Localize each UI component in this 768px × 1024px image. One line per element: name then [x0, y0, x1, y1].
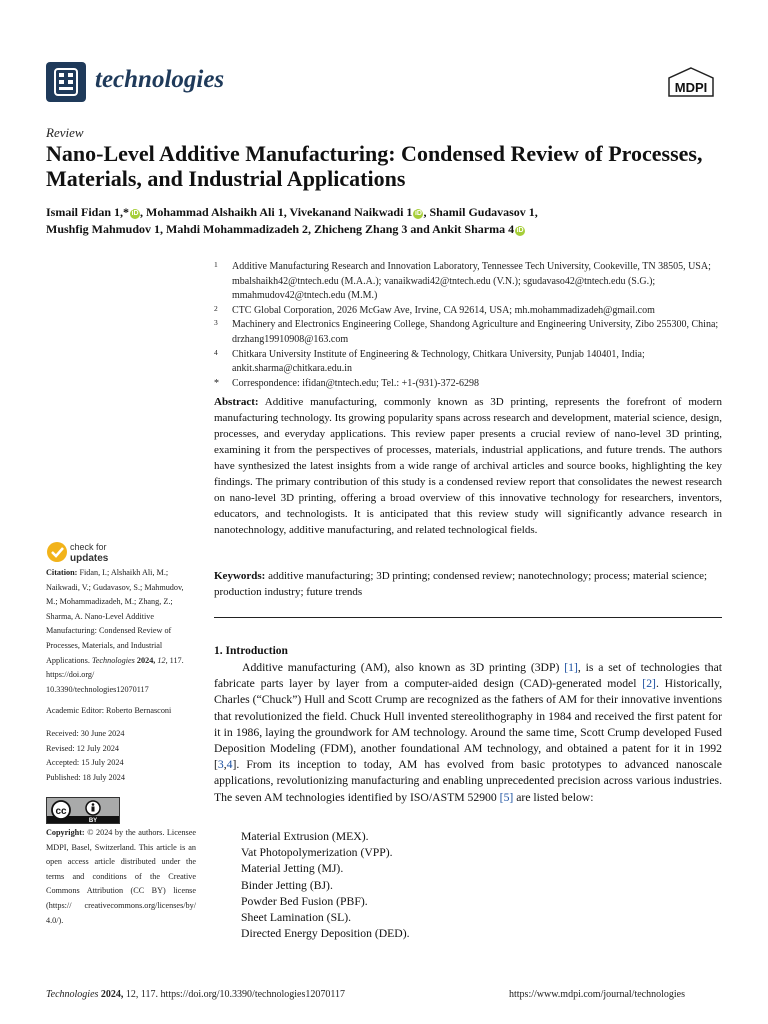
am-technology-list	[241, 829, 410, 942]
svg-text:check for: check for	[70, 542, 107, 552]
section-divider	[214, 617, 722, 618]
orcid-icon[interactable]: iD	[131, 210, 139, 217]
correspondence: * Correspondence: ifidan@tntech.edu; Tel.: +1-(931)-372-6298	[214, 377, 479, 389]
orcid-icon[interactable]: iD	[516, 227, 524, 234]
paper-title: Nano-Level Additive Manufacturing: Condensed Review of Processes, Materials, and Industrial Applications	[46, 141, 703, 191]
affiliation-3: 3 Machinery and Electronics Engineering College, Shandong Agriculture and Engineering University, Zibo 255300, China; drzhang19910908@163.com	[214, 318, 719, 345]
introduction-paragraph: Additive manufacturing (AM), also known as 3D printing (3DP) [1], is a set of technologies that fabricate parts layer by layer from a computer-aided design (CAD)-generated model [2]. Historically, Charles (“Chuck”) Hull and Scott Crump are recognized as the fathers of AM for their innovative inventions that revolutionized the field. Chuck Hull invented stereolithography in 1984 and received the first patent for it in 1986, laying the groundwork for AM technology. Around the same time, Scott Crump developed Fused Deposition Modeling (FDM), another foundational AM technology, and obtained a patent for it in 1992 [3,4]. From its inception to today, AM has evolved from basic prototypes to advanced nanoscale applications, revolutionizing manufacturing and enabling unprecedented precision across various industries. The seven AM technologies identified by ISO/ASTM 52900 [5] are listed below:	[214, 661, 722, 804]
mdpi-logo[interactable]	[666, 66, 716, 100]
list-item: Powder Bed Fusion (PBF).	[241, 894, 368, 908]
abstract	[214, 394, 722, 538]
abstract-label: Abstract:	[214, 396, 259, 408]
list-item: Directed Energy Deposition (DED).	[241, 927, 410, 941]
svg-text:cc: cc	[55, 806, 67, 817]
article-type: Review	[46, 125, 84, 140]
author-list	[46, 204, 726, 238]
svg-text:BY: BY	[88, 818, 98, 823]
authors-line1-middle: , Mohammad Alshaikh Ali 1, Vivekanand Naikwadi 1	[140, 205, 413, 219]
journal-logo-icon	[46, 62, 86, 102]
keywords	[214, 568, 722, 600]
cc-by-license-icon[interactable]	[46, 797, 120, 824]
authors-line1-end: , Shamil Gudavasov 1,	[423, 205, 538, 219]
svg-text:updates: updates	[70, 553, 109, 564]
affiliations	[214, 260, 726, 391]
affiliation-1: 1 Additive Manufacturing Research and Innovation Laboratory, Tennessee Tech University, Cookeville, TN 38505, USA; mbalshaikh42@tntech.edu (M.A.A.); vanaikwadi42@tntech.edu (V.N.); sgudavaso42@tntech.edu (S.G.); mmahmudov42@tntech.edu (M.M.)	[214, 260, 711, 302]
affiliation-2: 2 CTC Global Corporation, 2026 McGaw Ave, Irvine, CA 92614, USA; mh.mohammadizadeh@gmail.com	[214, 303, 655, 316]
abstract-text: Additive manufacturing, commonly known as 3D printing, represents the forefront of modern manufacturing technology. Its growing popularity spans across research and development, material science, design, processes, and everyday applications. This review paper presents a crucial review of nano-level 3D printing, examining it from the perspectives of processes, materials, industrial applications, and future trends. The authors have synthesized the latest insights from a wide range of archival articles and source books, highlighting the key findings. The primary contribution of this study is a condensed review report that consolidates the newest research on nano-level 3D printing, offering a broad overview of this innovative technology for researchers, inventors, educators, and technologists. It is anticipated that this review study will significantly advance research in nanotechnology, additive manufacturing, and related technological fields.	[214, 396, 722, 536]
journal-name[interactable]: technologies	[95, 66, 225, 93]
author-fidan[interactable]: Ismail Fidan 1,*	[46, 205, 130, 219]
academic-editor: Academic Editor: Roberto Bernasconi	[46, 706, 172, 715]
svg-text:MDPI: MDPI	[674, 80, 708, 95]
section-heading-introduction: 1. Introduction	[214, 645, 288, 657]
list-item: Vat Photopolymerization (VPP).	[241, 846, 393, 860]
citation-link-5[interactable]: [5]	[499, 790, 514, 804]
citation-link-2[interactable]: [2]	[642, 677, 656, 691]
authors-line2: Mushfig Mahmudov 1, Mahdi Mohammadizadeh 2, Zhicheng Zhang 3 and Ankit Sharma 4	[46, 222, 515, 236]
list-item: Sheet Lamination (SL).	[241, 911, 352, 925]
citation-link-1[interactable]: [1]	[564, 661, 578, 674]
list-item: Binder Jetting (BJ).	[241, 878, 333, 892]
footer-journal-url[interactable]: https://www.mdpi.com/journal/technologies	[509, 989, 685, 1000]
list-item: Material Jetting (MJ).	[241, 862, 344, 876]
citation-block: Citation: Fidan, I.; Alshaikh Ali, M.; Naikwadi, V.; Gudavasov, S.; Mahmudov, M.; Mohammadizadeh, M.; Zhang, Z.; Sharma, A. Nano-Level Additive Manufacturing: Condensed Review of Processes, Materials, and Industrial Applications. Technologies 2024, 12, 117. https://doi.org/ 10.3390/technologies12070117	[46, 568, 184, 694]
footer-citation: Technologies 2024, 12, 117. https://doi.org/10.3390/technologies12070117	[46, 989, 345, 1000]
keywords-label: Keywords:	[214, 570, 266, 582]
citation-link-4[interactable]: 4	[226, 758, 233, 772]
citation-link-3[interactable]: 3	[217, 758, 224, 772]
orcid-icon[interactable]: iD	[414, 210, 422, 217]
affiliation-4: 4 Chitkara University Institute of Engineering & Technology, Chitkara University, Punjab 140401, India; ankit.sharma@chitkara.edu.in	[214, 347, 645, 375]
check-icon	[47, 542, 67, 562]
copyright-block: Copyright: © 2024 by the authors. Licensee MDPI, Basel, Switzerland. This article is an open access article distributed under the terms and conditions of the Creative Commons Attribution (CC BY) license (https:// creativecommons.org/licenses/by/ 4.0/).	[46, 828, 197, 925]
list-item: Material Extrusion (MEX).	[241, 830, 369, 843]
check-for-updates-button[interactable]	[46, 540, 138, 564]
keywords-text: additive manufacturing; 3D printing; condensed review; nanotechnology; process; material science; production industry; future trends	[214, 570, 708, 598]
publication-dates: Received: 30 June 2024 Revised: 12 July 2024 Accepted: 15 July 2024 Published: 18 July 2024	[46, 729, 125, 782]
